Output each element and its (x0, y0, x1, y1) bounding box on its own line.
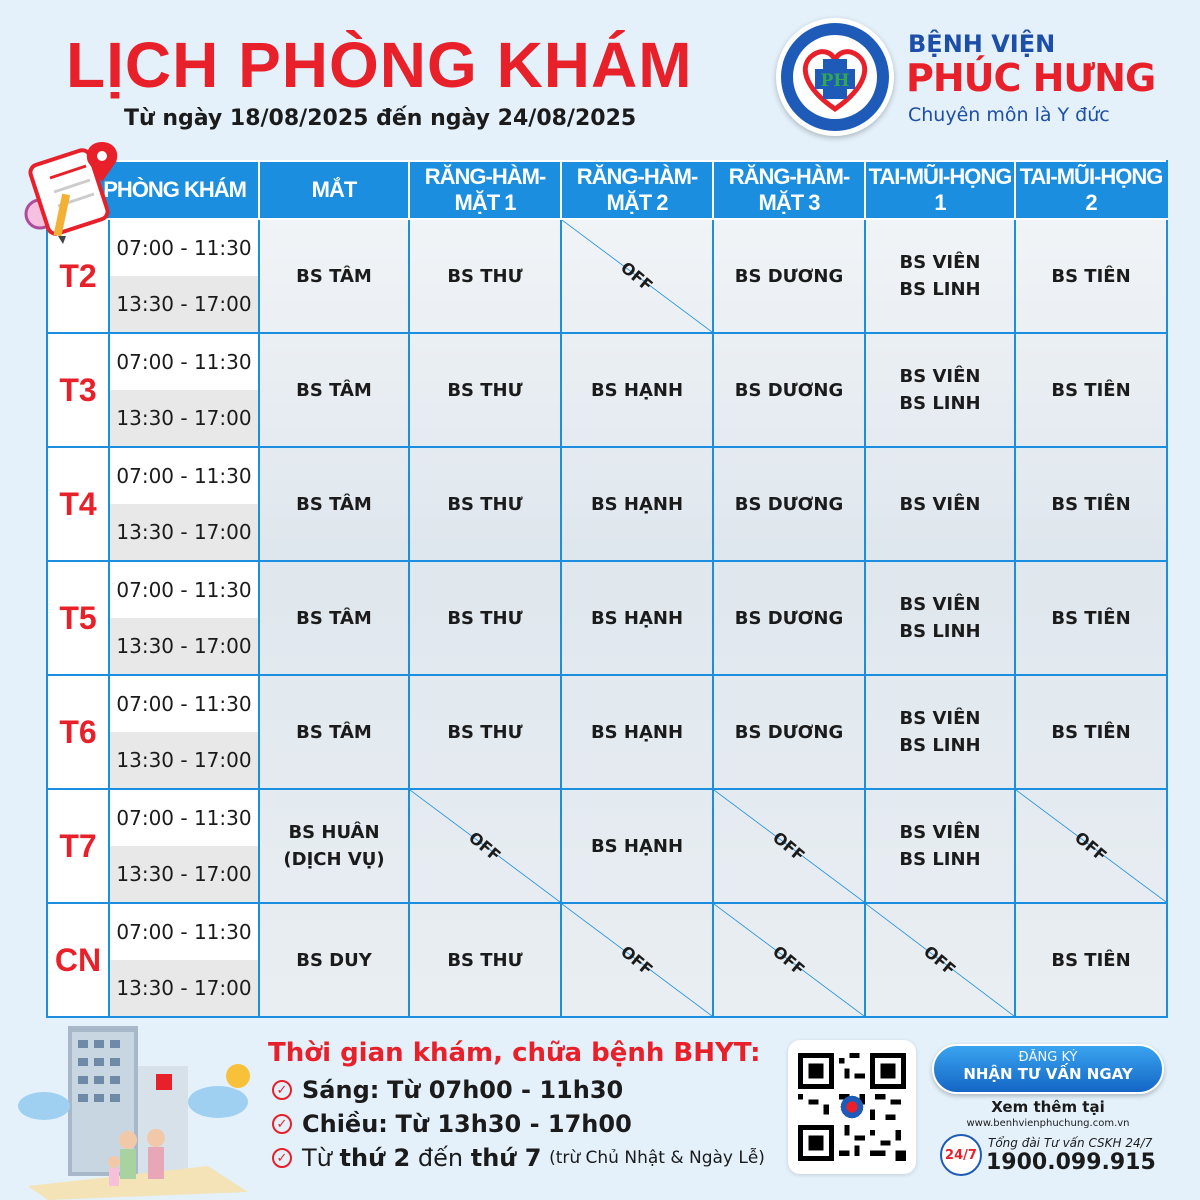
doctor-cell (561, 675, 713, 789)
doctor-cell (713, 447, 865, 561)
doctor-cell (865, 675, 1015, 789)
doctor-cell (409, 903, 561, 1017)
check-icon: ✓ (272, 1080, 292, 1100)
column-header: TAI-MŨI-HỌNG 1 (865, 161, 1015, 219)
website-link[interactable]: www.benhvienphuchung.com.vn (966, 1118, 1130, 1129)
doctor-name: BS TÂM (296, 607, 372, 629)
day-label: T7 (59, 827, 97, 864)
calendar-pin-icon (14, 138, 124, 248)
column-header: RĂNG-HÀM-MẶT 1 (409, 161, 561, 219)
time-slot-am: 07:00 - 11:30 (116, 350, 252, 374)
time-slot-am: 07:00 - 11:30 (116, 806, 252, 830)
bhyt-afternoon (272, 1110, 632, 1138)
day-cell (47, 561, 109, 675)
hospital-family-illustration (8, 1016, 260, 1200)
afternoon-value: Từ 13h30 - 17h00 (395, 1110, 632, 1138)
time-cell (109, 789, 259, 903)
doctor-cell (713, 219, 865, 333)
register-line1: ĐĂNG KÝ (1018, 1050, 1078, 1065)
time-slot-pm: 13:30 - 17:00 (110, 618, 258, 674)
doctor-name: BS THƯ (447, 607, 523, 629)
logo-line1: BỆNH VIỆN (908, 30, 1056, 58)
doctor-name: BS DƯƠNG (734, 265, 844, 287)
off-label: OFF (617, 257, 657, 295)
doctor-name: BS THƯ (447, 493, 523, 515)
heart-cross-icon (793, 35, 877, 119)
day-cell (47, 447, 109, 561)
hotline-number[interactable]: 1900.099.915 (986, 1150, 1156, 1175)
day-cell (47, 333, 109, 447)
doctor-cell (259, 219, 409, 333)
doctor-cell (561, 561, 713, 675)
doctor-name: BS TIÊN (1051, 607, 1131, 629)
time-slot-pm: 13:30 - 17:00 (110, 504, 258, 560)
day-label: T5 (59, 599, 97, 636)
column-header: MẮT (259, 161, 409, 219)
doctor-cell (259, 675, 409, 789)
time-cell (109, 447, 259, 561)
doctor-name: BS LINH (899, 621, 981, 642)
day-cell (47, 903, 109, 1017)
doctor-name: BS TÂM (296, 721, 372, 743)
doctor-name: BS LINH (899, 735, 981, 756)
time-slot-pm: 13:30 - 17:00 (110, 846, 258, 902)
day-label: T4 (59, 485, 97, 522)
doctor-name: BS DUY (296, 949, 372, 971)
time-slot-pm: 13:30 - 17:00 (110, 960, 258, 1016)
doctor-name: BS THƯ (447, 949, 523, 971)
time-cell (109, 903, 259, 1017)
doctor-cell (1015, 333, 1167, 447)
doctor-cell (409, 447, 561, 561)
time-slot-pm: 13:30 - 17:00 (110, 276, 258, 332)
doctor-cell (259, 333, 409, 447)
doctor-name: BS LINH (899, 849, 981, 870)
off-label: OFF (1071, 827, 1111, 865)
time-slot-pm: 13:30 - 17:00 (110, 390, 258, 446)
time-slot-pm: 13:30 - 17:00 (110, 732, 258, 788)
doctor-name: BS LINH (899, 393, 981, 414)
doctor-cell (561, 333, 713, 447)
doctor-cell (865, 789, 1015, 903)
doctor-cell (865, 333, 1015, 447)
doctor-name: BS VIÊN (899, 493, 981, 515)
doctor-name: BS THƯ (447, 265, 523, 287)
time-slot-am: 07:00 - 11:30 (116, 692, 252, 716)
doctor-name: BS TIÊN (1051, 379, 1131, 401)
column-header: TAI-MŨI-HỌNG 2 (1015, 161, 1167, 219)
off-cell (865, 903, 1015, 1017)
doctor-name: BS HUÂN (288, 822, 380, 843)
off-cell (409, 789, 561, 903)
hospital-logo (776, 18, 894, 136)
days-end: thứ 7 (470, 1144, 542, 1172)
doctor-name: BS VIÊN (899, 252, 981, 273)
morning-label: Sáng: (302, 1076, 380, 1104)
doctor-cell (259, 903, 409, 1017)
header-row (47, 161, 1167, 219)
doctor-cell (561, 447, 713, 561)
doctor-name: BS HẠNH (590, 607, 684, 629)
days-prefix: Từ (302, 1144, 332, 1172)
doctor-name: BS THƯ (447, 379, 523, 401)
doctor-cell (409, 561, 561, 675)
schedule-table (46, 160, 1168, 1018)
logo-line2: PHÚC HƯNG (906, 56, 1156, 100)
off-label: OFF (920, 941, 960, 979)
days-note: (trừ Chủ Nhật & Ngày Lễ) (549, 1148, 765, 1168)
doctor-name: BS HẠNH (590, 835, 684, 857)
see-more-label: Xem thêm tại (991, 1098, 1105, 1116)
doctor-cell (259, 789, 409, 903)
off-label: OFF (769, 941, 809, 979)
day-label: CN (54, 941, 102, 978)
off-cell (1015, 789, 1167, 903)
off-cell (713, 903, 865, 1017)
bhyt-morning (272, 1076, 623, 1104)
schedule-row (47, 675, 1167, 789)
time-cell (109, 219, 259, 333)
time-slot-am: 07:00 - 11:30 (116, 578, 252, 602)
doctor-name: BS DƯƠNG (734, 607, 844, 629)
doctor-cell (259, 447, 409, 561)
qr-code[interactable] (788, 1040, 916, 1174)
day-label: T2 (59, 257, 97, 294)
off-label: OFF (617, 941, 657, 979)
doctor-cell (1015, 447, 1167, 561)
doctor-name: BS VIÊN (899, 366, 981, 387)
doctor-cell (713, 333, 865, 447)
off-cell (561, 219, 713, 333)
hotline-badge-icon: 24/7 (940, 1134, 982, 1176)
days-start: thứ 2 (339, 1144, 411, 1172)
doctor-cell (561, 789, 713, 903)
doctor-name: BS TÂM (296, 265, 372, 287)
corner-header: PHÒNG KHÁM (47, 161, 259, 219)
doctor-cell (409, 333, 561, 447)
bhyt-days (272, 1144, 765, 1172)
register-line2: NHẬN TƯ VẤN NGAY (963, 1065, 1133, 1083)
afternoon-label: Chiều: (302, 1110, 388, 1138)
off-cell (713, 789, 865, 903)
off-label: OFF (769, 827, 809, 865)
check-icon: ✓ (272, 1148, 292, 1168)
schedule-row (47, 789, 1167, 903)
doctor-name: BS TIÊN (1051, 721, 1131, 743)
doctor-name: BS TIÊN (1051, 949, 1131, 971)
time-slot-am: 07:00 - 11:30 (116, 464, 252, 488)
doctor-name: BS TÂM (296, 493, 372, 515)
doctor-cell (409, 675, 561, 789)
day-cell (47, 675, 109, 789)
qr-code-icon (798, 1050, 906, 1164)
doctor-name: BS HẠNH (590, 379, 684, 401)
off-label: OFF (465, 827, 505, 865)
doctor-cell (865, 561, 1015, 675)
doctor-cell (865, 219, 1015, 333)
day-label: T3 (59, 371, 97, 408)
doctor-cell (713, 561, 865, 675)
doctor-name: BS HẠNH (590, 721, 684, 743)
doctor-name: BS VIÊN (899, 708, 981, 729)
day-label: T6 (59, 713, 97, 750)
doctor-name: BS DƯƠNG (734, 721, 844, 743)
doctor-cell (865, 447, 1015, 561)
check-icon: ✓ (272, 1114, 292, 1134)
doctor-name: BS HẠNH (590, 493, 684, 515)
doctor-cell (713, 675, 865, 789)
doctor-name: BS LINH (899, 279, 981, 300)
logo-initials: PH (820, 71, 850, 91)
doctor-name: BS TIÊN (1051, 493, 1131, 515)
doctor-name: BS THƯ (447, 721, 523, 743)
doctor-cell (1015, 219, 1167, 333)
register-consult-button[interactable] (932, 1044, 1164, 1094)
schedule-row (47, 447, 1167, 561)
logo-tagline: Chuyên môn là Y đức (908, 104, 1110, 126)
time-cell (109, 675, 259, 789)
doctor-name: BS DƯƠNG (734, 493, 844, 515)
day-cell (47, 789, 109, 903)
doctor-name: BS VIÊN (899, 594, 981, 615)
column-header: RĂNG-HÀM-MẶT 3 (713, 161, 865, 219)
doctor-cell (1015, 561, 1167, 675)
morning-value: Từ 07h00 - 11h30 (386, 1076, 624, 1104)
doctor-cell (1015, 675, 1167, 789)
doctor-name: BS TIÊN (1051, 265, 1131, 287)
schedule-row (47, 903, 1167, 1017)
doctor-cell (409, 219, 561, 333)
date-range: Từ ngày 18/08/2025 đến ngày 24/08/2025 (124, 106, 637, 131)
days-mid: đến (417, 1144, 464, 1172)
column-header: RĂNG-HÀM-MẶT 2 (561, 161, 713, 219)
time-slot-am: 07:00 - 11:30 (116, 920, 252, 944)
doctor-cell (1015, 903, 1167, 1017)
doctor-name: BS VIÊN (899, 822, 981, 843)
off-cell (561, 903, 713, 1017)
time-cell (109, 333, 259, 447)
doctor-name: BS TÂM (296, 379, 372, 401)
doctor-cell (259, 561, 409, 675)
hotline-label: Tổng đài Tư vấn CSKH 24/7 (988, 1136, 1153, 1150)
doctor-name: BS DƯƠNG (734, 379, 844, 401)
time-slot-am: 07:00 - 11:30 (116, 236, 252, 260)
page-title: LỊCH PHÒNG KHÁM (66, 29, 693, 101)
doctor-name: (DỊCH VỤ) (283, 849, 385, 870)
bhyt-heading: Thời gian khám, chữa bệnh BHYT: (268, 1038, 761, 1068)
schedule-row (47, 561, 1167, 675)
schedule-row (47, 219, 1167, 333)
time-cell (109, 561, 259, 675)
schedule-row (47, 333, 1167, 447)
